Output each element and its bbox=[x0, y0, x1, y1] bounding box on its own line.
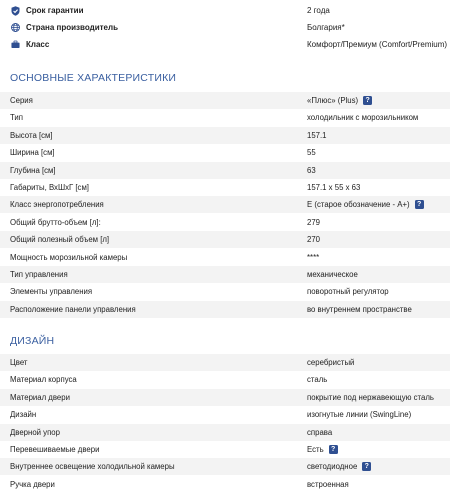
spec-value-text: «Плюс» (Plus) bbox=[307, 96, 359, 105]
spec-value bbox=[307, 200, 424, 209]
warranty-row bbox=[0, 2, 450, 19]
spec-row bbox=[0, 179, 450, 196]
spec-value-text: 279 bbox=[307, 217, 321, 227]
spec-label: Материал корпуса bbox=[10, 375, 77, 385]
spec-value-text: механическое bbox=[307, 270, 358, 279]
spec-row bbox=[0, 92, 450, 109]
spec-value-text: холодильник с морозильником bbox=[307, 113, 419, 123]
spec-row bbox=[0, 458, 450, 475]
spec-label: Серия bbox=[10, 96, 33, 105]
section-title-main-specs: ОСНОВНЫЕ ХАРАКТЕРИСТИКИ bbox=[10, 72, 177, 84]
spec-value-text: 55 bbox=[307, 148, 316, 158]
spec-value-text: Есть bbox=[307, 445, 324, 454]
spec-row bbox=[0, 389, 450, 406]
spec-value bbox=[307, 305, 412, 314]
spec-label: Габариты, ВхШхГ [см] bbox=[10, 183, 89, 192]
spec-row bbox=[0, 231, 450, 248]
country-label: Страна производитель bbox=[26, 23, 118, 32]
spec-value-text: серебристый bbox=[307, 358, 355, 367]
spec-value-text: встроенная bbox=[307, 479, 349, 489]
spec-label: Класс энергопотребления bbox=[10, 200, 104, 210]
spec-value-text: 157.1 x 55 x 63 bbox=[307, 183, 361, 192]
spec-value-text: **** bbox=[307, 252, 320, 262]
globe-icon bbox=[11, 23, 20, 32]
spec-row bbox=[0, 406, 450, 423]
spec-label: Ручка двери bbox=[10, 479, 55, 489]
spec-value bbox=[307, 253, 319, 262]
spec-row bbox=[0, 109, 450, 126]
spec-value bbox=[307, 235, 320, 244]
spec-value bbox=[307, 270, 358, 279]
spec-row bbox=[0, 162, 450, 179]
spec-value bbox=[307, 183, 360, 192]
spec-value-text: 63 bbox=[307, 165, 316, 175]
spec-label: Расположение панели управления bbox=[10, 304, 136, 314]
spec-value-text: покрытие под нержавеющую сталь bbox=[307, 392, 434, 402]
spec-value-text: во внутреннем пространстве bbox=[307, 304, 412, 314]
spec-label: Дизайн bbox=[10, 410, 37, 420]
spec-label: Перевешиваемые двери bbox=[10, 445, 100, 454]
spec-value bbox=[307, 445, 338, 454]
spec-value-text: 157.1 bbox=[307, 130, 327, 140]
spec-row bbox=[0, 144, 450, 161]
section-title-design: ДИЗАЙН bbox=[10, 335, 55, 347]
spec-label: Ширина [см] bbox=[10, 148, 55, 158]
spec-row bbox=[0, 214, 450, 231]
spec-label: Дверной упор bbox=[10, 427, 60, 437]
country-value: Болгария* bbox=[307, 23, 345, 32]
spec-value bbox=[307, 287, 389, 296]
spec-value bbox=[307, 375, 327, 384]
spec-label: Тип управления bbox=[10, 270, 68, 279]
shield-check-icon bbox=[11, 6, 20, 15]
spec-row bbox=[0, 301, 450, 318]
spec-value bbox=[307, 358, 354, 367]
spec-label: Общий полезный объем [л] bbox=[10, 235, 110, 245]
spec-label: Тип bbox=[10, 113, 23, 123]
spec-value bbox=[307, 131, 327, 140]
help-icon[interactable]: ? bbox=[362, 462, 371, 471]
spec-value bbox=[307, 113, 418, 122]
spec-value-text: справа bbox=[307, 427, 333, 437]
country-row bbox=[0, 19, 450, 36]
spec-row bbox=[0, 424, 450, 441]
class-label: Класс bbox=[26, 40, 50, 49]
spec-value-text: сталь bbox=[307, 375, 328, 385]
warranty-label: Срок гарантии bbox=[26, 6, 84, 15]
spec-value-text: 270 bbox=[307, 235, 321, 245]
class-value: Комфорт/Премиум (Comfort/Premium) bbox=[307, 40, 448, 49]
spec-label: Внутреннее освещение холодильной камеры bbox=[10, 462, 175, 472]
spec-value bbox=[307, 96, 372, 105]
spec-value-text: светодиодное bbox=[307, 462, 358, 472]
spec-label: Высота [см] bbox=[10, 130, 53, 140]
spec-row bbox=[0, 266, 450, 283]
spec-value-text: поворотный регулятор bbox=[307, 287, 389, 297]
spec-row bbox=[0, 127, 450, 144]
spec-label: Материал двери bbox=[10, 392, 70, 402]
spec-row bbox=[0, 371, 450, 388]
spec-value-text: E (старое обозначение - A+) bbox=[307, 200, 410, 210]
spec-row bbox=[0, 196, 450, 213]
help-icon[interactable]: ? bbox=[329, 445, 338, 454]
warranty-value: 2 года bbox=[307, 6, 330, 15]
spec-row bbox=[0, 249, 450, 266]
help-icon[interactable]: ? bbox=[415, 200, 424, 209]
spec-value bbox=[307, 393, 434, 402]
spec-value bbox=[307, 166, 316, 175]
spec-row bbox=[0, 441, 450, 458]
spec-label: Мощность морозильной камеры bbox=[10, 252, 128, 262]
spec-label: Глубина [см] bbox=[10, 165, 56, 175]
spec-value bbox=[307, 218, 320, 227]
spec-value bbox=[307, 480, 349, 489]
spec-label: Общий брутто-объем [л]: bbox=[10, 217, 101, 227]
spec-value bbox=[307, 410, 411, 419]
spec-label: Элементы управления bbox=[10, 287, 93, 297]
briefcase-icon bbox=[11, 40, 20, 49]
spec-value-text: изогнутые линии (SwingLine) bbox=[307, 410, 412, 420]
spec-value bbox=[307, 148, 316, 157]
spec-row bbox=[0, 354, 450, 371]
spec-row bbox=[0, 283, 450, 300]
spec-row bbox=[0, 476, 450, 493]
class-row bbox=[0, 36, 450, 53]
spec-value bbox=[307, 462, 371, 471]
spec-value bbox=[307, 428, 332, 437]
help-icon[interactable]: ? bbox=[363, 96, 372, 105]
spec-label: Цвет bbox=[10, 358, 28, 367]
